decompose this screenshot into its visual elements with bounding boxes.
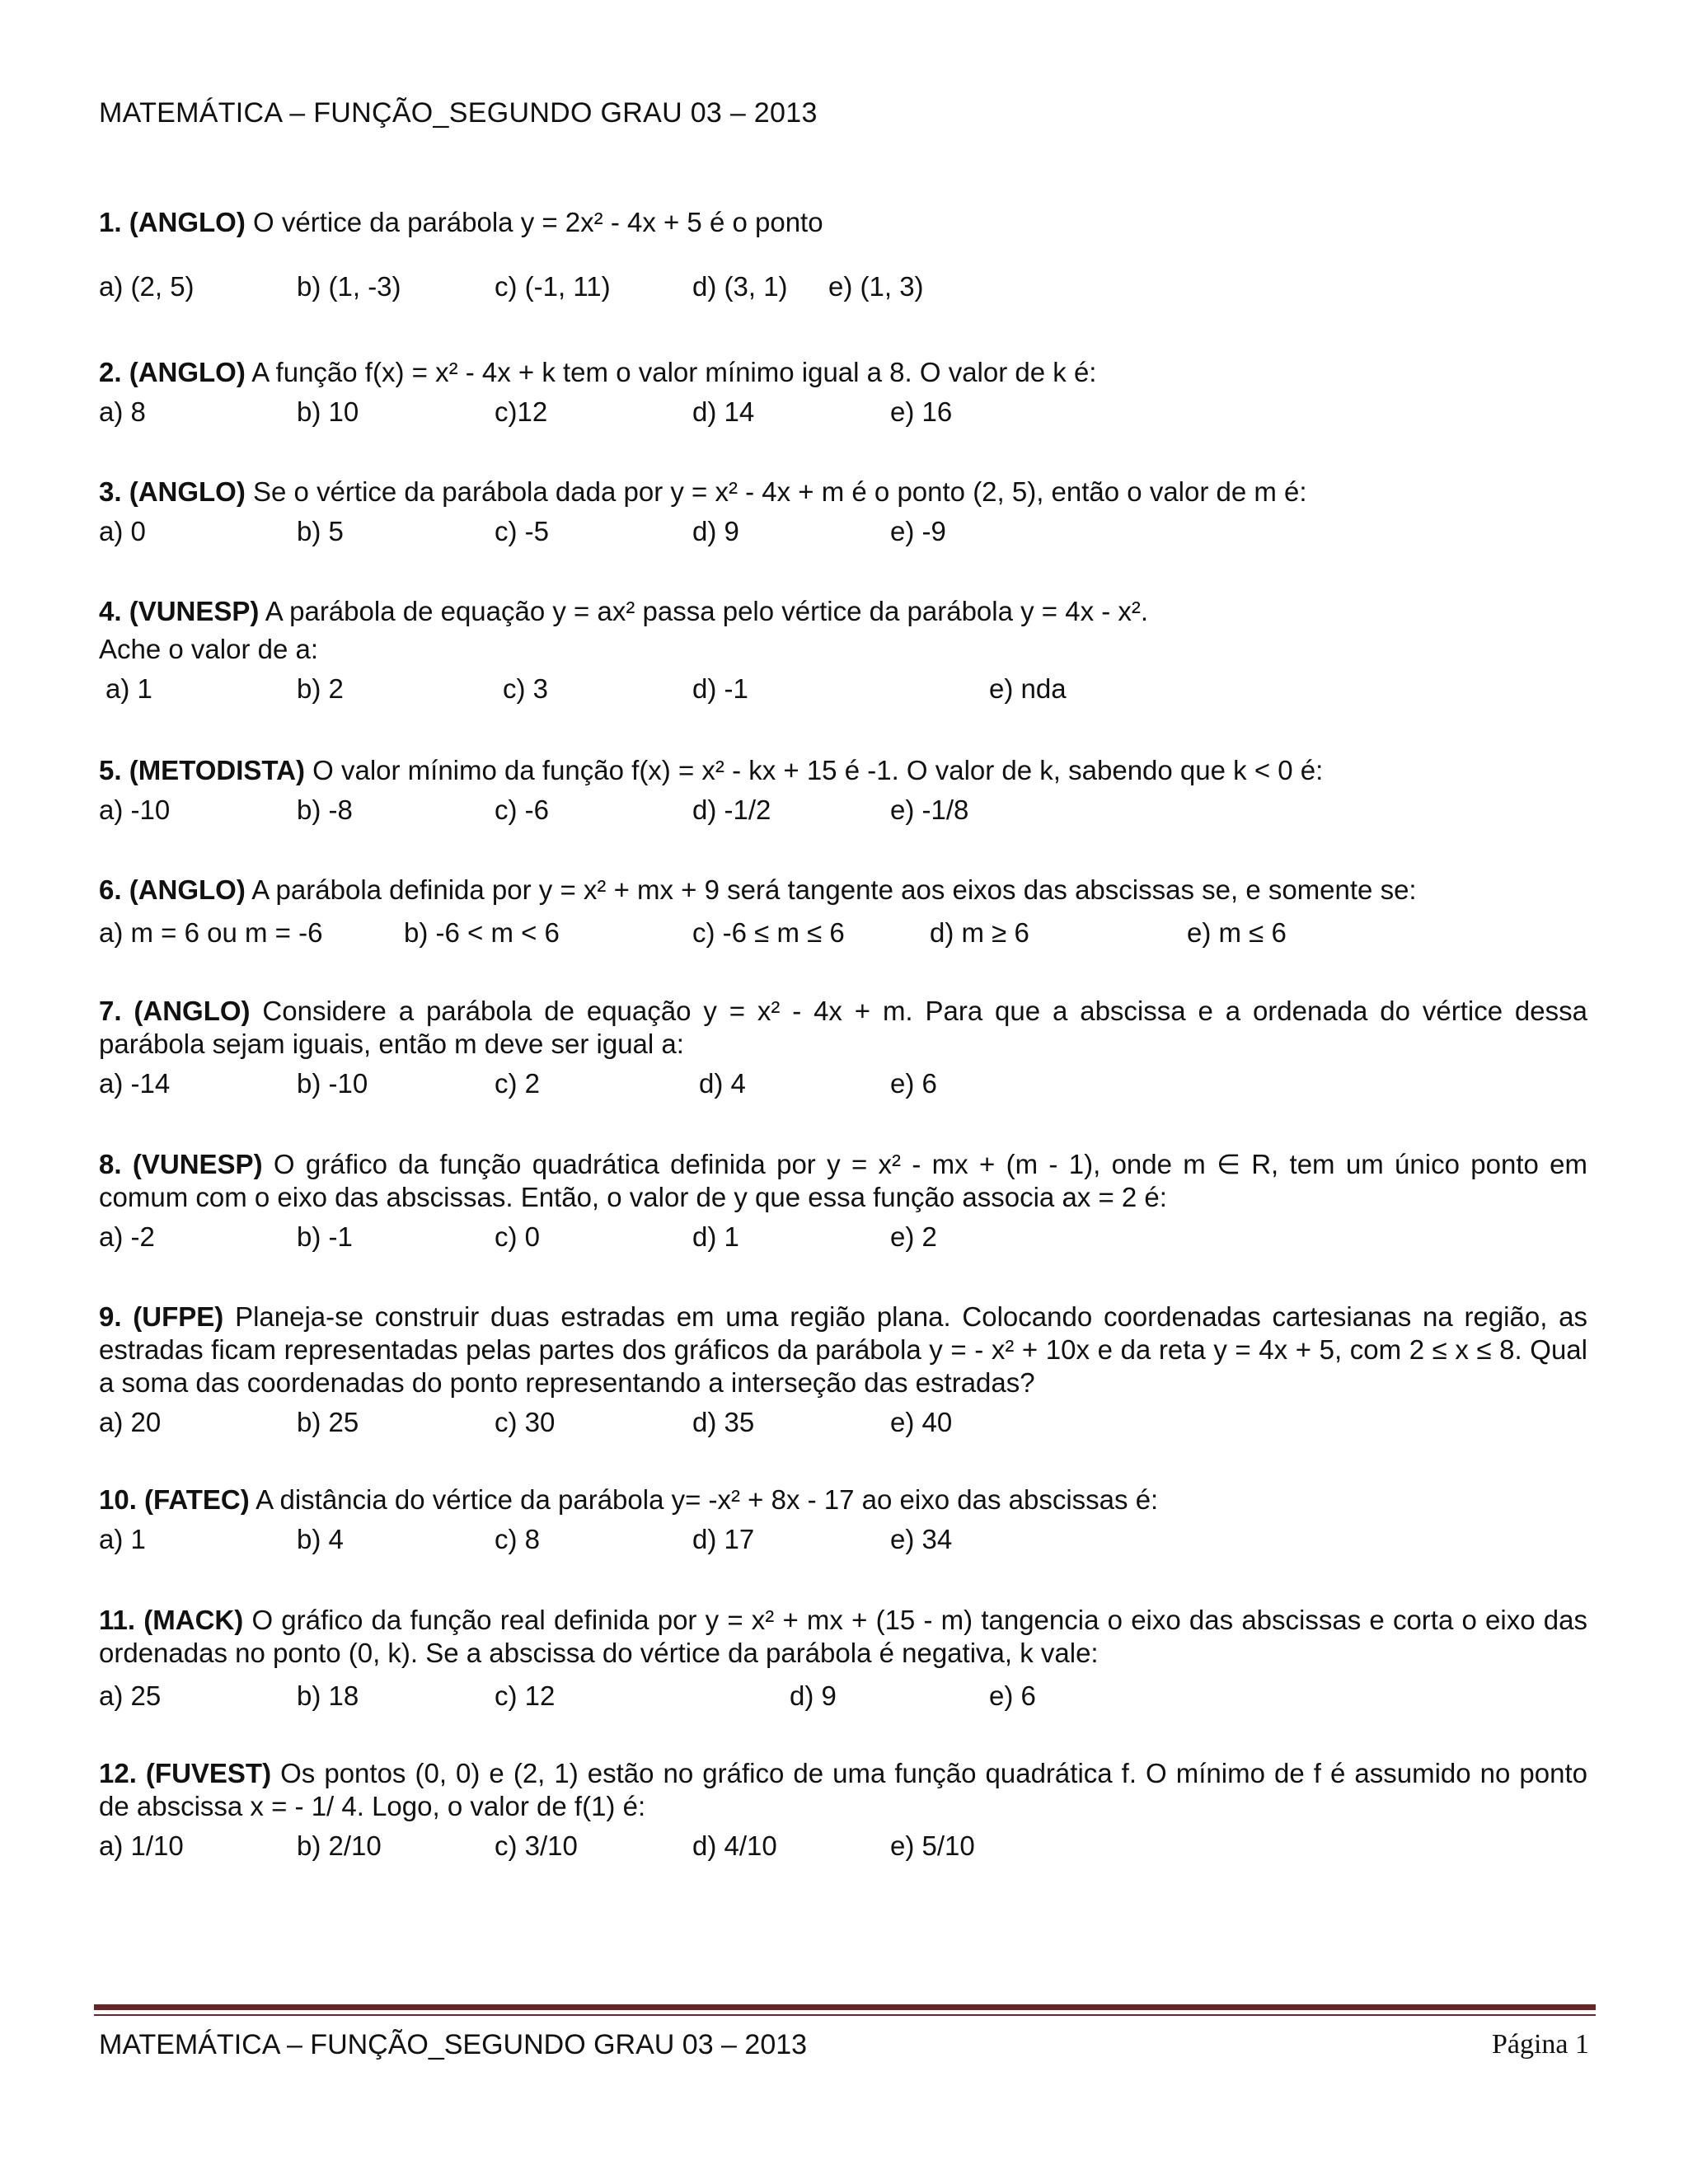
option-a: a) -2 (99, 1221, 155, 1252)
question-2 (99, 356, 1587, 434)
options-row (99, 270, 1587, 308)
page-number: Página 1 (1491, 2029, 1589, 2060)
question-text: O valor mínimo da função f(x) = x² - kx + 15 é -1. O valor de k, sabendo que k < 0 é: (312, 755, 1324, 785)
option-c: c) 2 (495, 1068, 541, 1099)
option-e: e) (1, 3) (828, 271, 924, 302)
question-stem (99, 1301, 1587, 1399)
option-d: d) 17 (692, 1524, 755, 1554)
question-stem (99, 595, 1587, 628)
options-row (99, 673, 1587, 710)
footer-divider-thick (94, 2004, 1596, 2010)
option-d: d) 9 (692, 516, 739, 546)
option-a: a) -14 (99, 1068, 171, 1099)
question-text: O vértice da parábola y = 2x² - 4x + 5 é o ponto (253, 207, 823, 237)
option-b: b) 2/10 (297, 1830, 382, 1861)
option-a: a) 1 (99, 1524, 146, 1554)
question-9 (99, 1301, 1587, 1444)
options-row (99, 794, 1587, 832)
option-c: c) 3/10 (495, 1830, 578, 1861)
question-text: O gráfico da função real definida por y = x² + mx + (15 - m) tangencia o eixo das abscissas e corta o eixo das ordenadas no ponto (0, k). Se a abscissa do vértice da parábola é negativa, k vale: (99, 1605, 1587, 1668)
footer-title: MATEMÁTICA – FUNÇÃO_SEGUNDO GRAU 03 – 2013 (99, 2029, 808, 2060)
question-text: O gráfico da função quadrática definida por y = x² - mx + (m - 1), onde m ∈ R, tem um único ponto em comum com o eixo das abscissas. Então, o valor de y que essa função associa ax = 2 é: (99, 1149, 1588, 1212)
question-stem (99, 1604, 1587, 1670)
question-stem (99, 995, 1587, 1061)
question-7 (99, 995, 1587, 1105)
option-a: a) -10 (99, 794, 171, 825)
options-row (99, 1406, 1587, 1444)
option-c: c) 12 (495, 1680, 556, 1711)
option-b: b) 2 (297, 673, 344, 704)
question-11 (99, 1604, 1587, 1718)
question-source: (ANGLO) (134, 996, 251, 1026)
question-number: 1. (99, 207, 122, 237)
option-b: b) 4 (297, 1524, 344, 1554)
question-number: 5. (99, 755, 122, 785)
option-a: a) 8 (99, 396, 146, 427)
option-d: d) (3, 1) (692, 271, 788, 302)
question-stem (99, 874, 1587, 907)
option-b: b) 5 (297, 516, 344, 546)
question-4 (99, 595, 1587, 710)
option-b: b) -10 (297, 1068, 368, 1099)
question-12 (99, 1757, 1587, 1868)
question-number: 10. (99, 1484, 137, 1515)
option-c: c) -6 ≤ m ≤ 6 (692, 917, 845, 948)
question-text: A distância do vértice da parábola y= -x² + 8x - 17 ao eixo das abscissas é: (256, 1484, 1159, 1515)
option-b: b) 25 (297, 1407, 359, 1437)
options-row (99, 1067, 1587, 1105)
options-row (99, 396, 1587, 434)
option-c: c) -5 (495, 516, 549, 546)
question-source: (VUNESP) (129, 596, 260, 626)
option-a: a) (2, 5) (99, 271, 195, 302)
option-a: a) 20 (99, 1407, 162, 1437)
option-b: b) -6 < m < 6 (404, 917, 560, 948)
question-text: Os pontos (0, 0) e (2, 1) estão no gráfico de uma função quadrática f. O mínimo de f é assumido no ponto de abscissa x = - 1/ 4. Logo, o valor de f(1) é: (99, 1758, 1587, 1821)
option-d: d) -1 (692, 673, 748, 704)
option-c: c) 30 (495, 1407, 556, 1437)
option-a: a) 25 (99, 1680, 162, 1711)
option-e: e) -9 (890, 516, 946, 546)
option-d: d) 35 (692, 1407, 755, 1437)
option-c: c) 0 (495, 1221, 541, 1252)
question-text: A função f(x) = x² - 4x + k tem o valor mínimo igual a 8. O valor de k é: (251, 357, 1097, 387)
options-row (99, 1680, 1587, 1718)
header-title: MATEMÁTICA – FUNÇÃO_SEGUNDO GRAU 03 – 2013 (99, 97, 818, 129)
option-e: e) nda (989, 673, 1067, 704)
question-stem (99, 1148, 1587, 1214)
question-number: 4. (99, 596, 122, 626)
question-source: (FATEC) (144, 1484, 250, 1515)
question-source: (VUNESP) (132, 1149, 263, 1179)
question-stem (99, 754, 1587, 787)
option-d: d) 4 (699, 1068, 746, 1099)
option-e: e) 40 (890, 1407, 953, 1437)
question-text: A parábola definida por y = x² + mx + 9 será tangente aos eixos das abscissas se, e somente se: (251, 874, 1417, 905)
option-c: c) (-1, 11) (495, 271, 611, 302)
question-number: 11. (99, 1605, 136, 1635)
question-number: 2. (99, 357, 122, 387)
question-1 (99, 206, 1587, 308)
question-number: 8. (99, 1149, 122, 1179)
footer-divider-thin (94, 2014, 1596, 2016)
option-d: d) 9 (790, 1680, 837, 1711)
question-8 (99, 1148, 1587, 1258)
option-e: e) 16 (890, 396, 953, 427)
question-text: Planeja-se construir duas estradas em uma região plana. Colocando coordenadas cartesianas na região, as estradas ficam representadas pelas partes dos gráficos da parábola y = - x² + 10x e da reta y = 4x + 5, com 2 ≤ x ≤ 8. Qual a soma das coordenadas do ponto representando a interseção das estradas? (99, 1301, 1588, 1398)
question-5 (99, 754, 1587, 832)
option-c: c) -6 (495, 794, 549, 825)
option-c: c) 8 (495, 1524, 541, 1554)
question-stem (99, 206, 1587, 239)
question-6 (99, 874, 1587, 954)
question-10 (99, 1483, 1587, 1561)
option-d: d) m ≥ 6 (930, 917, 1029, 948)
option-b: b) -1 (297, 1221, 353, 1252)
option-d: d) -1/2 (692, 794, 771, 825)
option-d: d) 4/10 (692, 1830, 777, 1861)
question-number: 6. (99, 874, 122, 905)
option-b: b) (1, -3) (297, 271, 401, 302)
question-number: 9. (99, 1301, 122, 1332)
question-stem (99, 1483, 1587, 1516)
option-a: a) 1/10 (99, 1830, 184, 1861)
option-e: e) 6 (890, 1068, 937, 1099)
option-d: d) 1 (692, 1221, 739, 1252)
options-row (99, 916, 1587, 954)
options-row (99, 515, 1587, 553)
option-e: e) 34 (890, 1524, 953, 1554)
question-source: (FUVEST) (145, 1758, 272, 1788)
option-e: e) 6 (989, 1680, 1036, 1711)
option-a: a) 0 (99, 516, 146, 546)
option-e: e) 5/10 (890, 1830, 975, 1861)
question-source: (UFPE) (133, 1301, 224, 1332)
option-a: a) 1 (106, 673, 152, 704)
option-c: c) 3 (503, 673, 549, 704)
question-source: (ANGLO) (129, 874, 246, 905)
question-text: A parábola de equação y = ax² passa pelo vértice da parábola y = 4x - x². (265, 596, 1149, 626)
question-stem (99, 1757, 1587, 1823)
question-number: 3. (99, 476, 122, 507)
option-b: b) 10 (297, 396, 359, 427)
question-source: (ANGLO) (129, 357, 246, 387)
option-b: b) 18 (297, 1680, 359, 1711)
options-row (99, 1523, 1587, 1561)
option-b: b) -8 (297, 794, 353, 825)
question-text: Se o vértice da parábola dada por y = x² - 4x + m é o ponto (2, 5), então o valor de m é: (253, 476, 1307, 507)
option-d: d) 14 (692, 396, 755, 427)
option-c: c)12 (495, 396, 548, 427)
question-subtext: Ache o valor de a: (99, 634, 318, 664)
options-row (99, 1221, 1587, 1258)
option-a: a) m = 6 ou m = -6 (99, 917, 323, 948)
question-source: (METODISTA) (129, 755, 305, 785)
option-e: e) m ≤ 6 (1187, 917, 1287, 948)
question-source: (MACK) (143, 1605, 244, 1635)
option-e: e) 2 (890, 1221, 937, 1252)
question-number: 7. (99, 996, 122, 1026)
option-e: e) -1/8 (890, 794, 969, 825)
question-text: Considere a parábola de equação y = x² - 4x + m. Para que a abscissa e a ordenada do vértice dessa parábola sejam iguais, então m deve ser igual a: (99, 996, 1587, 1059)
question-stem (99, 356, 1587, 389)
question-source: (ANGLO) (129, 207, 246, 237)
question-stem (99, 476, 1587, 509)
question-source: (ANGLO) (129, 476, 246, 507)
question-3 (99, 476, 1587, 553)
question-number: 12. (99, 1758, 137, 1788)
options-row (99, 1830, 1587, 1868)
